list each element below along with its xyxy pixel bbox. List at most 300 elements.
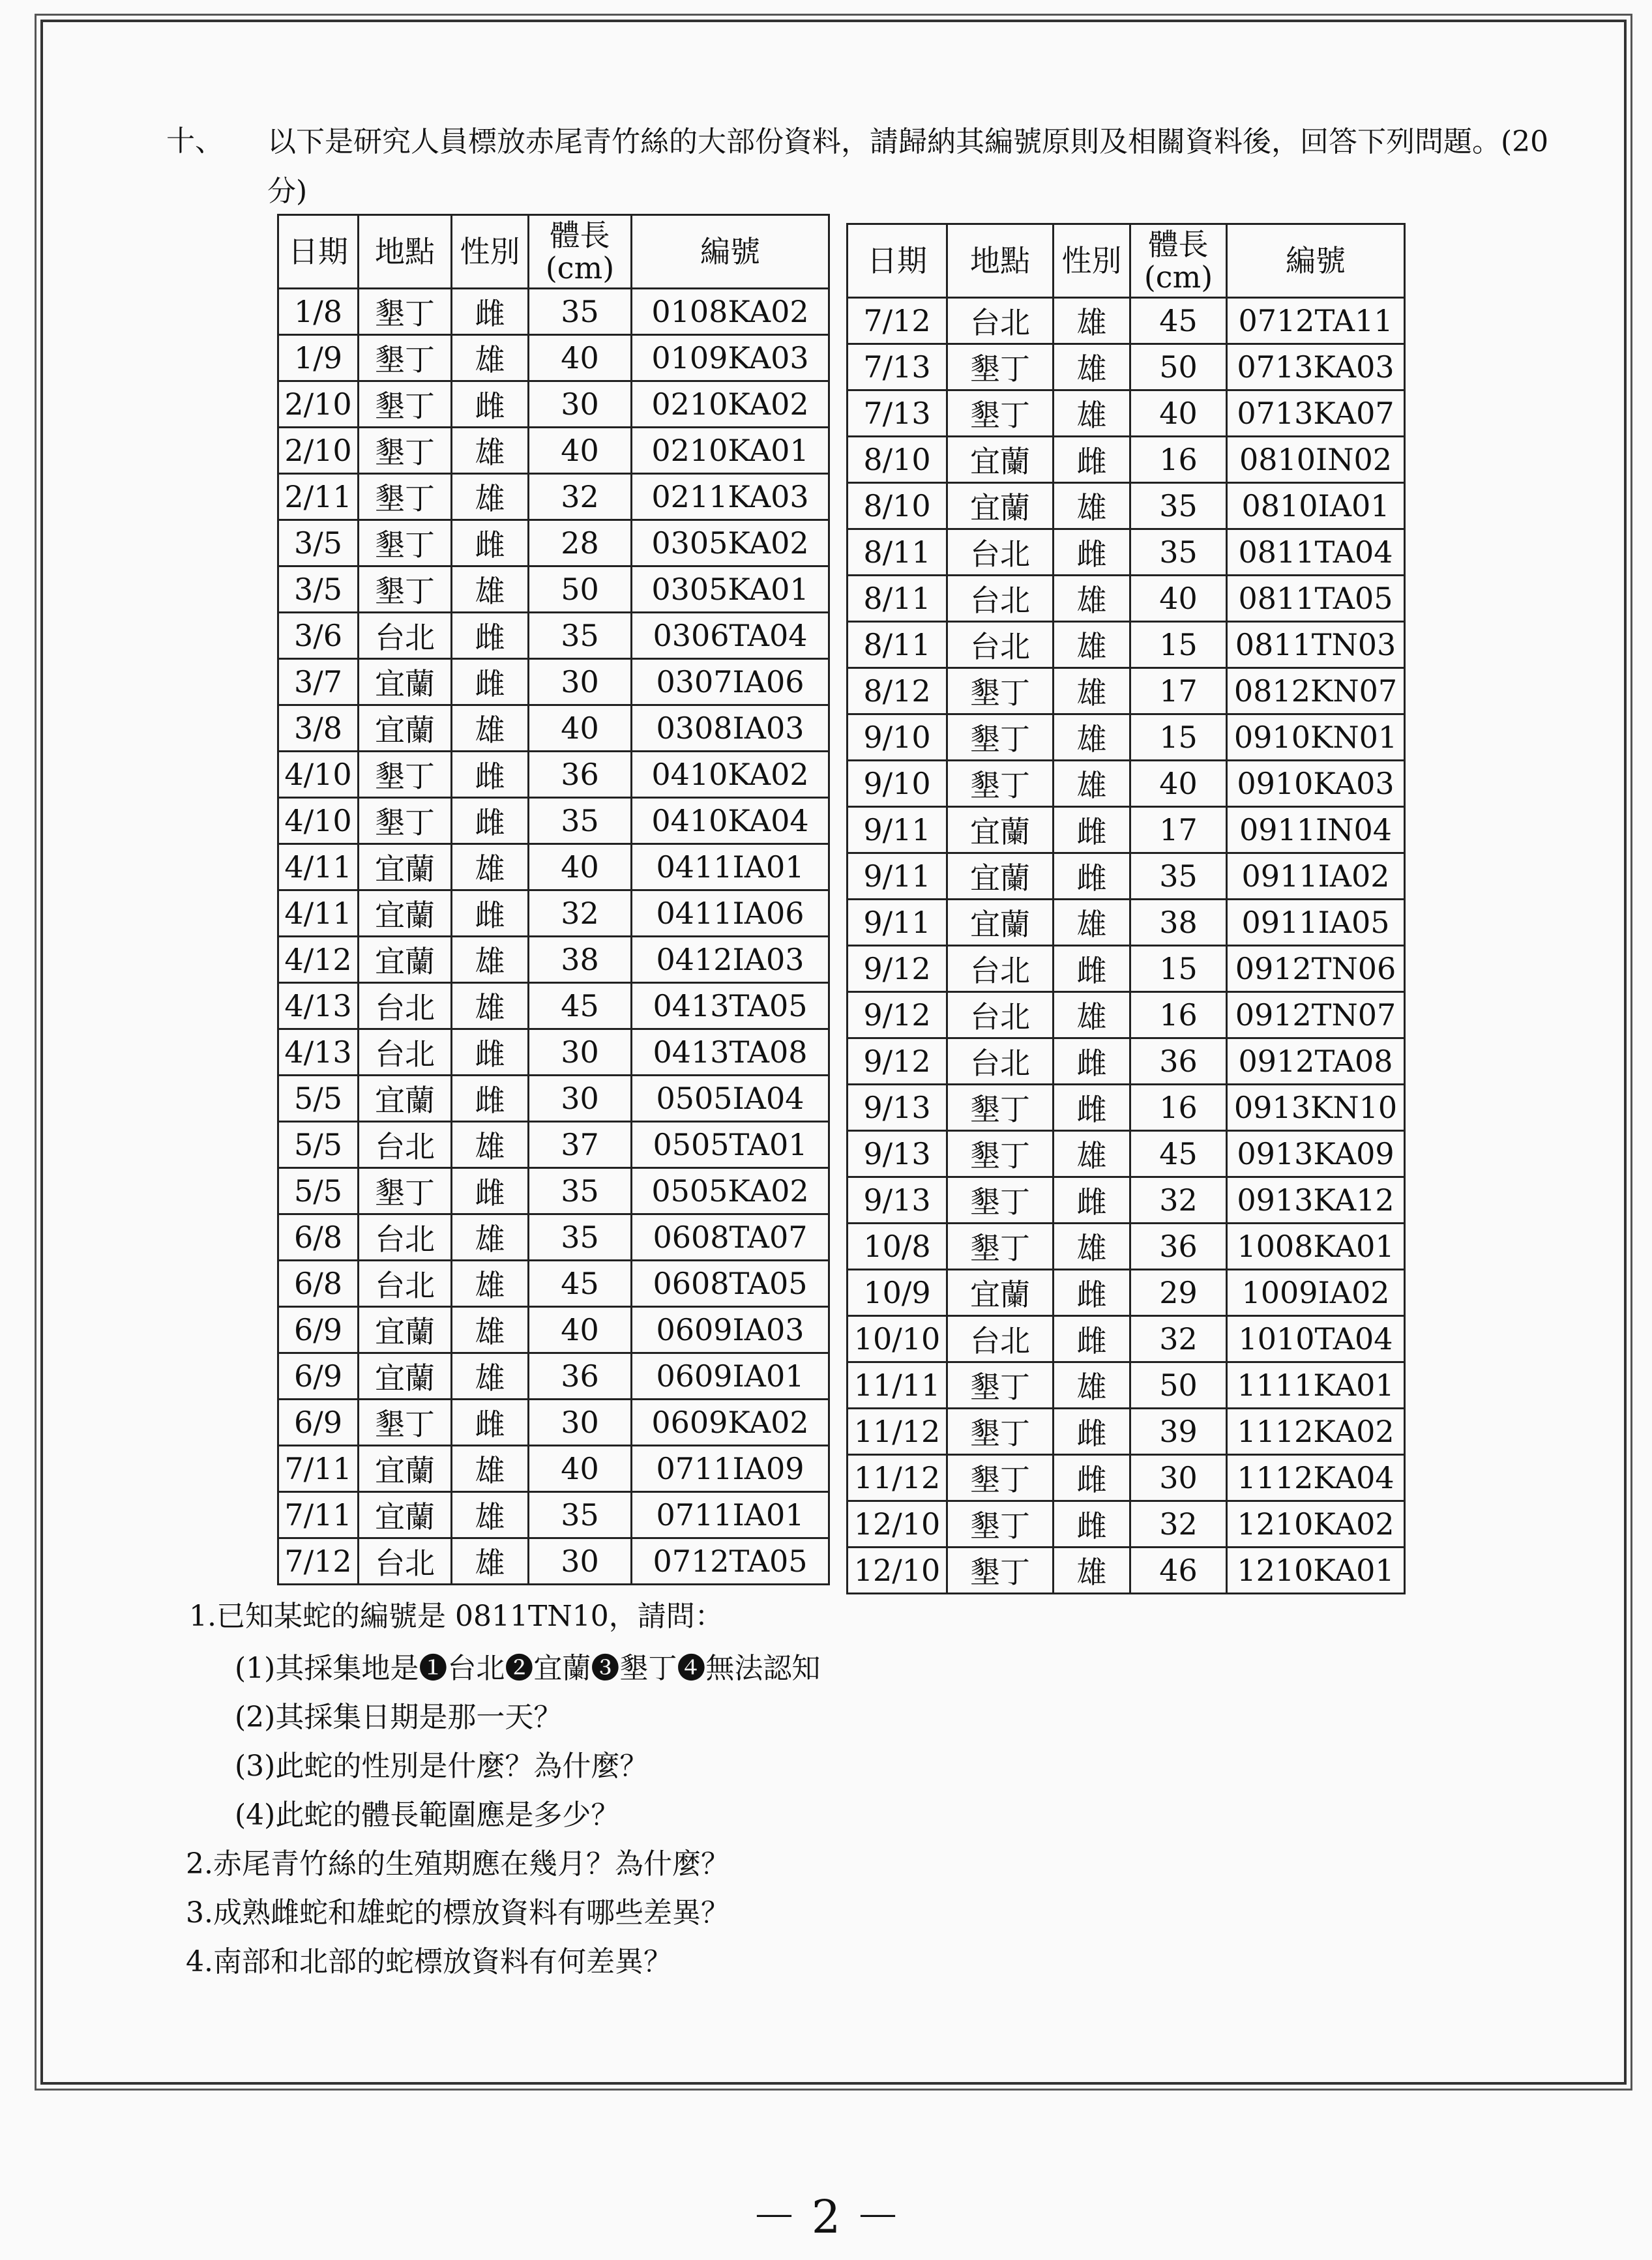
table-cell: 1210KA02 — [1227, 1501, 1405, 1548]
table-row — [278, 566, 829, 613]
table-cell: 0812KN07 — [1227, 668, 1405, 714]
table-cell: 40 — [529, 335, 632, 381]
table-cell: 墾丁 — [359, 289, 452, 335]
table-cell: 雌 — [1054, 1501, 1130, 1548]
table-cell: 0711IA01 — [632, 1492, 829, 1538]
table-cell: 10/9 — [848, 1270, 947, 1316]
table-cell: 雌 — [1054, 437, 1130, 483]
table-cell: 36 — [529, 1353, 632, 1400]
table-cell: 28 — [529, 520, 632, 566]
table-cell: 墾丁 — [947, 1131, 1054, 1177]
table-row — [848, 1455, 1405, 1501]
table-cell: 4/13 — [278, 983, 359, 1029]
table-cell: 40 — [1130, 761, 1227, 807]
table-cell: 40 — [529, 428, 632, 474]
table-row — [848, 761, 1405, 807]
table-cell: 宜蘭 — [947, 900, 1054, 946]
table-cell: 墾丁 — [359, 428, 452, 474]
table-cell: 1112KA04 — [1227, 1455, 1405, 1501]
table-cell: 雌 — [452, 613, 529, 659]
table-cell: 7/13 — [848, 390, 947, 437]
table-cell: 雄 — [1054, 761, 1130, 807]
table-cell: 墾丁 — [359, 335, 452, 381]
table-cell: 墾丁 — [359, 520, 452, 566]
table-cell: 16 — [1130, 1085, 1227, 1131]
table-cell: 雄 — [1054, 576, 1130, 622]
table-cell: 0911IA05 — [1227, 900, 1405, 946]
table-row — [278, 659, 829, 705]
table-cell: 墾丁 — [947, 668, 1054, 714]
table-row — [278, 1353, 829, 1400]
table-cell: 雌 — [1054, 1316, 1130, 1362]
table-cell: 雌 — [452, 289, 529, 335]
table-cell: 宜蘭 — [359, 937, 452, 983]
table-cell: 雄 — [1054, 390, 1130, 437]
table-cell: 雌 — [1054, 807, 1130, 853]
table-cell: 0412IA03 — [632, 937, 829, 983]
table-row — [848, 622, 1405, 668]
table-cell: 雄 — [452, 705, 529, 752]
table-cell: 台北 — [359, 1122, 452, 1168]
table-cell: 雄 — [452, 1122, 529, 1168]
table-row — [278, 1446, 829, 1492]
table-row — [278, 335, 829, 381]
table-cell: 墾丁 — [947, 344, 1054, 390]
table-cell: 11/12 — [848, 1409, 947, 1455]
table-cell: 雌 — [1054, 529, 1130, 576]
table-cell: 10/10 — [848, 1316, 947, 1362]
table-cell: 雌 — [452, 520, 529, 566]
column-header: 編號 — [632, 215, 829, 289]
table-cell: 30 — [1130, 1455, 1227, 1501]
table-cell: 6/8 — [278, 1261, 359, 1307]
table-row — [278, 1076, 829, 1122]
table-cell: 15 — [1130, 946, 1227, 992]
table-cell: 15 — [1130, 714, 1227, 761]
table-row — [848, 1501, 1405, 1548]
subquestion-1: 1.已知某蛇的編號是 0811TN10，請問： — [189, 1600, 724, 1633]
table-cell: 35 — [529, 289, 632, 335]
column-header: 體長(cm) — [1130, 224, 1227, 298]
table-cell: 雌 — [1054, 853, 1130, 900]
table-cell: 雄 — [1054, 668, 1130, 714]
table-cell: 0711IA09 — [632, 1446, 829, 1492]
table-cell: 宜蘭 — [359, 890, 452, 937]
table-cell: 雌 — [452, 1029, 529, 1076]
table-cell: 台北 — [359, 1214, 452, 1261]
table-cell: 36 — [1130, 1038, 1227, 1085]
table-cell: 雄 — [1054, 900, 1130, 946]
table-cell: 4/11 — [278, 844, 359, 890]
table-cell: 9/13 — [848, 1177, 947, 1224]
table-cell: 7/13 — [848, 344, 947, 390]
table-cell: 0913KA09 — [1227, 1131, 1405, 1177]
table-cell: 台北 — [947, 946, 1054, 992]
table-cell: 台北 — [359, 1538, 452, 1585]
table-cell: 5/5 — [278, 1076, 359, 1122]
table-cell: 雌 — [1054, 1177, 1130, 1224]
table-cell: 38 — [529, 937, 632, 983]
table-cell: 0305KA01 — [632, 566, 829, 613]
table-cell: 1/9 — [278, 335, 359, 381]
table-cell: 台北 — [359, 983, 452, 1029]
table-cell: 宜蘭 — [359, 1353, 452, 1400]
table-row — [848, 298, 1405, 344]
table-cell: 0505TA01 — [632, 1122, 829, 1168]
table-cell: 4/11 — [278, 890, 359, 937]
table-cell: 40 — [1130, 390, 1227, 437]
table-cell: 0108KA02 — [632, 289, 829, 335]
table-cell: 雄 — [452, 937, 529, 983]
table-cell: 8/10 — [848, 437, 947, 483]
table-cell: 35 — [1130, 483, 1227, 529]
table-cell: 雄 — [452, 983, 529, 1029]
table-cell: 0913KN10 — [1227, 1085, 1405, 1131]
table-row — [278, 1492, 829, 1538]
table-cell: 宜蘭 — [947, 853, 1054, 900]
table-cell: 台北 — [947, 576, 1054, 622]
table-cell: 雌 — [452, 1076, 529, 1122]
table-cell: 32 — [1130, 1177, 1227, 1224]
table-cell: 45 — [1130, 1131, 1227, 1177]
column-header: 性別 — [452, 215, 529, 289]
table-cell: 墾丁 — [359, 381, 452, 428]
table-cell: 10/8 — [848, 1224, 947, 1270]
table-cell: 0811TA04 — [1227, 529, 1405, 576]
table-cell: 8/10 — [848, 483, 947, 529]
table-cell: 墾丁 — [359, 752, 452, 798]
table-cell: 2/11 — [278, 474, 359, 520]
table-row — [278, 1214, 829, 1261]
table-cell: 0308IA03 — [632, 705, 829, 752]
table-cell: 台北 — [947, 298, 1054, 344]
subquestion-3: 3.成熟雌蛇和雄蛇的標放資料有哪些差異？ — [186, 1896, 730, 1930]
table-cell: 雌 — [452, 890, 529, 937]
table-row — [278, 381, 829, 428]
table-cell: 15 — [1130, 622, 1227, 668]
table-cell: 40 — [1130, 576, 1227, 622]
table-cell: 0505IA04 — [632, 1076, 829, 1122]
table-row — [278, 752, 829, 798]
table-cell: 0413TA05 — [632, 983, 829, 1029]
table-row — [848, 1224, 1405, 1270]
table-cell: 墾丁 — [947, 1548, 1054, 1594]
table-cell: 50 — [1130, 1362, 1227, 1409]
table-cell: 0910KN01 — [1227, 714, 1405, 761]
table-cell: 墾丁 — [359, 1400, 452, 1446]
table-cell: 雄 — [452, 428, 529, 474]
table-cell: 0713KA03 — [1227, 344, 1405, 390]
table-cell: 墾丁 — [947, 1362, 1054, 1409]
table-row — [278, 428, 829, 474]
table-row — [848, 1038, 1405, 1085]
table-cell: 0609IA01 — [632, 1353, 829, 1400]
table-cell: 0608TA07 — [632, 1214, 829, 1261]
table-cell: 雄 — [452, 1307, 529, 1353]
table-row — [848, 1409, 1405, 1455]
subquestion-1-2: (2)其採集日期是那一天？ — [235, 1701, 563, 1734]
table-cell: 37 — [529, 1122, 632, 1168]
table-cell: 9/12 — [848, 992, 947, 1038]
table-cell: 墾丁 — [359, 474, 452, 520]
table-cell: 32 — [1130, 1316, 1227, 1362]
table-cell: 7/11 — [278, 1492, 359, 1538]
table-cell: 3/7 — [278, 659, 359, 705]
table-cell: 台北 — [947, 622, 1054, 668]
table-cell: 0913KA12 — [1227, 1177, 1405, 1224]
table-cell: 35 — [1130, 853, 1227, 900]
table-cell: 雌 — [1054, 946, 1130, 992]
table-cell: 35 — [529, 798, 632, 844]
table-cell: 宜蘭 — [359, 1492, 452, 1538]
question-number: 十、 — [166, 125, 224, 158]
table-cell: 墾丁 — [947, 1455, 1054, 1501]
table-cell: 0713KA07 — [1227, 390, 1405, 437]
table-cell: 宜蘭 — [947, 807, 1054, 853]
table-cell: 16 — [1130, 437, 1227, 483]
table-row — [278, 613, 829, 659]
table-row — [848, 483, 1405, 529]
table-cell: 1/8 — [278, 289, 359, 335]
table-cell: 4/10 — [278, 752, 359, 798]
table-cell: 雄 — [452, 1214, 529, 1261]
table-cell: 0505KA02 — [632, 1168, 829, 1214]
table-cell: 宜蘭 — [359, 705, 452, 752]
table-cell: 5/5 — [278, 1168, 359, 1214]
table-row — [278, 474, 829, 520]
table-cell: 雌 — [452, 798, 529, 844]
table-cell: 宜蘭 — [947, 483, 1054, 529]
column-header: 體長(cm) — [529, 215, 632, 289]
table-row — [278, 890, 829, 937]
table-cell: 0911IN04 — [1227, 807, 1405, 853]
table-cell: 雄 — [1054, 622, 1130, 668]
table-row — [278, 1400, 829, 1446]
table-cell: 7/12 — [848, 298, 947, 344]
table-row — [278, 1122, 829, 1168]
table-cell: 4/12 — [278, 937, 359, 983]
table-cell: 墾丁 — [359, 566, 452, 613]
table-cell: 17 — [1130, 807, 1227, 853]
subquestion-1-3: (3)此蛇的性別是什麼？為什麼？ — [235, 1750, 649, 1783]
table-cell: 宜蘭 — [359, 1446, 452, 1492]
table-cell: 12/10 — [848, 1501, 947, 1548]
subquestion-1-1: (1)其採集地是❶台北❷宜蘭❸墾丁❹無法認知 — [235, 1652, 821, 1685]
table-cell: 0810IN02 — [1227, 437, 1405, 483]
table-cell: 7/11 — [278, 1446, 359, 1492]
table-cell: 宜蘭 — [359, 844, 452, 890]
table-row — [848, 344, 1405, 390]
table-cell: 雄 — [1054, 1548, 1130, 1594]
table-cell: 雄 — [1054, 714, 1130, 761]
table-cell: 9/10 — [848, 761, 947, 807]
table-cell: 雌 — [452, 1400, 529, 1446]
table-row — [278, 520, 829, 566]
table-cell: 0411IA06 — [632, 890, 829, 937]
table-cell: 3/5 — [278, 520, 359, 566]
table-cell: 0210KA02 — [632, 381, 829, 428]
data-table-left — [277, 214, 830, 1585]
table-row — [848, 1362, 1405, 1409]
table-cell: 雄 — [1054, 992, 1130, 1038]
table-cell: 36 — [529, 752, 632, 798]
table-row — [848, 1177, 1405, 1224]
table-cell: 30 — [529, 1400, 632, 1446]
page-number: － 2 － — [751, 2190, 901, 2244]
table-cell: 墾丁 — [359, 1168, 452, 1214]
table-row — [278, 705, 829, 752]
table-cell: 0305KA02 — [632, 520, 829, 566]
table-cell: 9/13 — [848, 1085, 947, 1131]
table-cell: 墾丁 — [947, 1085, 1054, 1131]
table-cell: 8/11 — [848, 529, 947, 576]
table-cell: 宜蘭 — [359, 1307, 452, 1353]
table-row — [848, 1548, 1405, 1594]
column-header: 編號 — [1227, 224, 1405, 298]
subquestion-2: 2.赤尾青竹絲的生殖期應在幾月？為什麼？ — [186, 1847, 730, 1881]
table-cell: 9/12 — [848, 946, 947, 992]
table-cell: 0910KA03 — [1227, 761, 1405, 807]
table-cell: 0210KA01 — [632, 428, 829, 474]
table-row — [848, 807, 1405, 853]
table-row — [848, 714, 1405, 761]
table-cell: 0609IA03 — [632, 1307, 829, 1353]
table-row — [278, 844, 829, 890]
table-cell: 29 — [1130, 1270, 1227, 1316]
table-cell: 40 — [529, 705, 632, 752]
table-cell: 雄 — [1054, 483, 1130, 529]
table-cell: 0413TA08 — [632, 1029, 829, 1076]
table-cell: 墾丁 — [947, 714, 1054, 761]
table-cell: 4/10 — [278, 798, 359, 844]
table-cell: 雄 — [1054, 1224, 1130, 1270]
table-row — [848, 576, 1405, 622]
table-cell: 8/11 — [848, 576, 947, 622]
table-cell: 1009IA02 — [1227, 1270, 1405, 1316]
table-cell: 1111KA01 — [1227, 1362, 1405, 1409]
table-cell: 40 — [529, 844, 632, 890]
table-row — [848, 437, 1405, 483]
table-cell: 1112KA02 — [1227, 1409, 1405, 1455]
table-cell: 0911IA02 — [1227, 853, 1405, 900]
table-cell: 台北 — [947, 1316, 1054, 1362]
table-row — [848, 946, 1405, 992]
table-cell: 1210KA01 — [1227, 1548, 1405, 1594]
table-cell: 35 — [529, 1214, 632, 1261]
table-row — [278, 1538, 829, 1585]
table-cell: 7/12 — [278, 1538, 359, 1585]
table-cell: 0912TN06 — [1227, 946, 1405, 992]
table-row — [848, 1316, 1405, 1362]
table-cell: 9/11 — [848, 807, 947, 853]
table-cell: 0410KA02 — [632, 752, 829, 798]
table-cell: 雄 — [452, 1446, 529, 1492]
table-cell: 8/11 — [848, 622, 947, 668]
table-cell: 45 — [1130, 298, 1227, 344]
table-cell: 30 — [529, 1029, 632, 1076]
table-cell: 雄 — [452, 566, 529, 613]
table-cell: 雄 — [452, 1492, 529, 1538]
table-cell: 宜蘭 — [947, 437, 1054, 483]
table-row — [278, 937, 829, 983]
table-row — [848, 992, 1405, 1038]
table-row — [848, 1270, 1405, 1316]
table-cell: 台北 — [359, 1029, 452, 1076]
column-header: 日期 — [278, 215, 359, 289]
table-cell: 0811TA05 — [1227, 576, 1405, 622]
table-cell: 0712TA05 — [632, 1538, 829, 1585]
table-row — [278, 1307, 829, 1353]
table-cell: 38 — [1130, 900, 1227, 946]
table-cell: 32 — [529, 890, 632, 937]
table-row — [278, 798, 829, 844]
table-cell: 雄 — [452, 335, 529, 381]
table-cell: 6/9 — [278, 1353, 359, 1400]
table-cell: 6/8 — [278, 1214, 359, 1261]
table-cell: 雄 — [452, 1353, 529, 1400]
subquestion-1-4: (4)此蛇的體長範圍應是多少？ — [235, 1798, 620, 1832]
table-cell: 16 — [1130, 992, 1227, 1038]
table-cell: 36 — [1130, 1224, 1227, 1270]
table-row — [848, 529, 1405, 576]
table-cell: 墾丁 — [359, 798, 452, 844]
table-cell: 0410KA04 — [632, 798, 829, 844]
table-cell: 9/12 — [848, 1038, 947, 1085]
table-cell: 30 — [529, 659, 632, 705]
table-row — [848, 900, 1405, 946]
table-cell: 墾丁 — [947, 1177, 1054, 1224]
table-cell: 雄 — [1054, 344, 1130, 390]
table-cell: 4/13 — [278, 1029, 359, 1076]
table-cell: 雄 — [452, 844, 529, 890]
table-cell: 雌 — [1054, 1038, 1130, 1085]
table-cell: 30 — [529, 1538, 632, 1585]
table-cell: 雄 — [452, 474, 529, 520]
table-cell: 3/8 — [278, 705, 359, 752]
table-cell: 30 — [529, 381, 632, 428]
table-cell: 0411IA01 — [632, 844, 829, 890]
table-cell: 1008KA01 — [1227, 1224, 1405, 1270]
data-table-right — [846, 223, 1406, 1594]
table-row — [278, 1261, 829, 1307]
table-cell: 35 — [529, 1492, 632, 1538]
table-cell: 6/9 — [278, 1400, 359, 1446]
table-cell: 0712TA11 — [1227, 298, 1405, 344]
table-cell: 宜蘭 — [359, 659, 452, 705]
table-cell: 墾丁 — [947, 761, 1054, 807]
table-cell: 32 — [1130, 1501, 1227, 1548]
question-text: 以下是研究人員標放赤尾青竹絲的大部份資料，請歸納其編號原則及相關資料後，回答下列問題。(20 分) — [267, 125, 1549, 208]
table-cell: 0608TA05 — [632, 1261, 829, 1307]
table-cell: 0109KA03 — [632, 335, 829, 381]
table-cell: 2/10 — [278, 428, 359, 474]
table-cell: 宜蘭 — [359, 1076, 452, 1122]
table-cell: 0211KA03 — [632, 474, 829, 520]
table-cell: 雌 — [452, 1168, 529, 1214]
table-cell: 墾丁 — [947, 1409, 1054, 1455]
table-cell: 11/11 — [848, 1362, 947, 1409]
table-cell: 雌 — [452, 381, 529, 428]
table-cell: 墾丁 — [947, 1224, 1054, 1270]
table-cell: 0912TA08 — [1227, 1038, 1405, 1085]
subquestion-4: 4.南部和北部的蛇標放資料有何差異？ — [186, 1945, 672, 1978]
table-cell: 雄 — [452, 1538, 529, 1585]
table-cell: 11/12 — [848, 1455, 947, 1501]
table-cell: 宜蘭 — [947, 1270, 1054, 1316]
table-cell: 40 — [529, 1446, 632, 1492]
table-cell: 30 — [529, 1076, 632, 1122]
column-header: 地點 — [947, 224, 1054, 298]
